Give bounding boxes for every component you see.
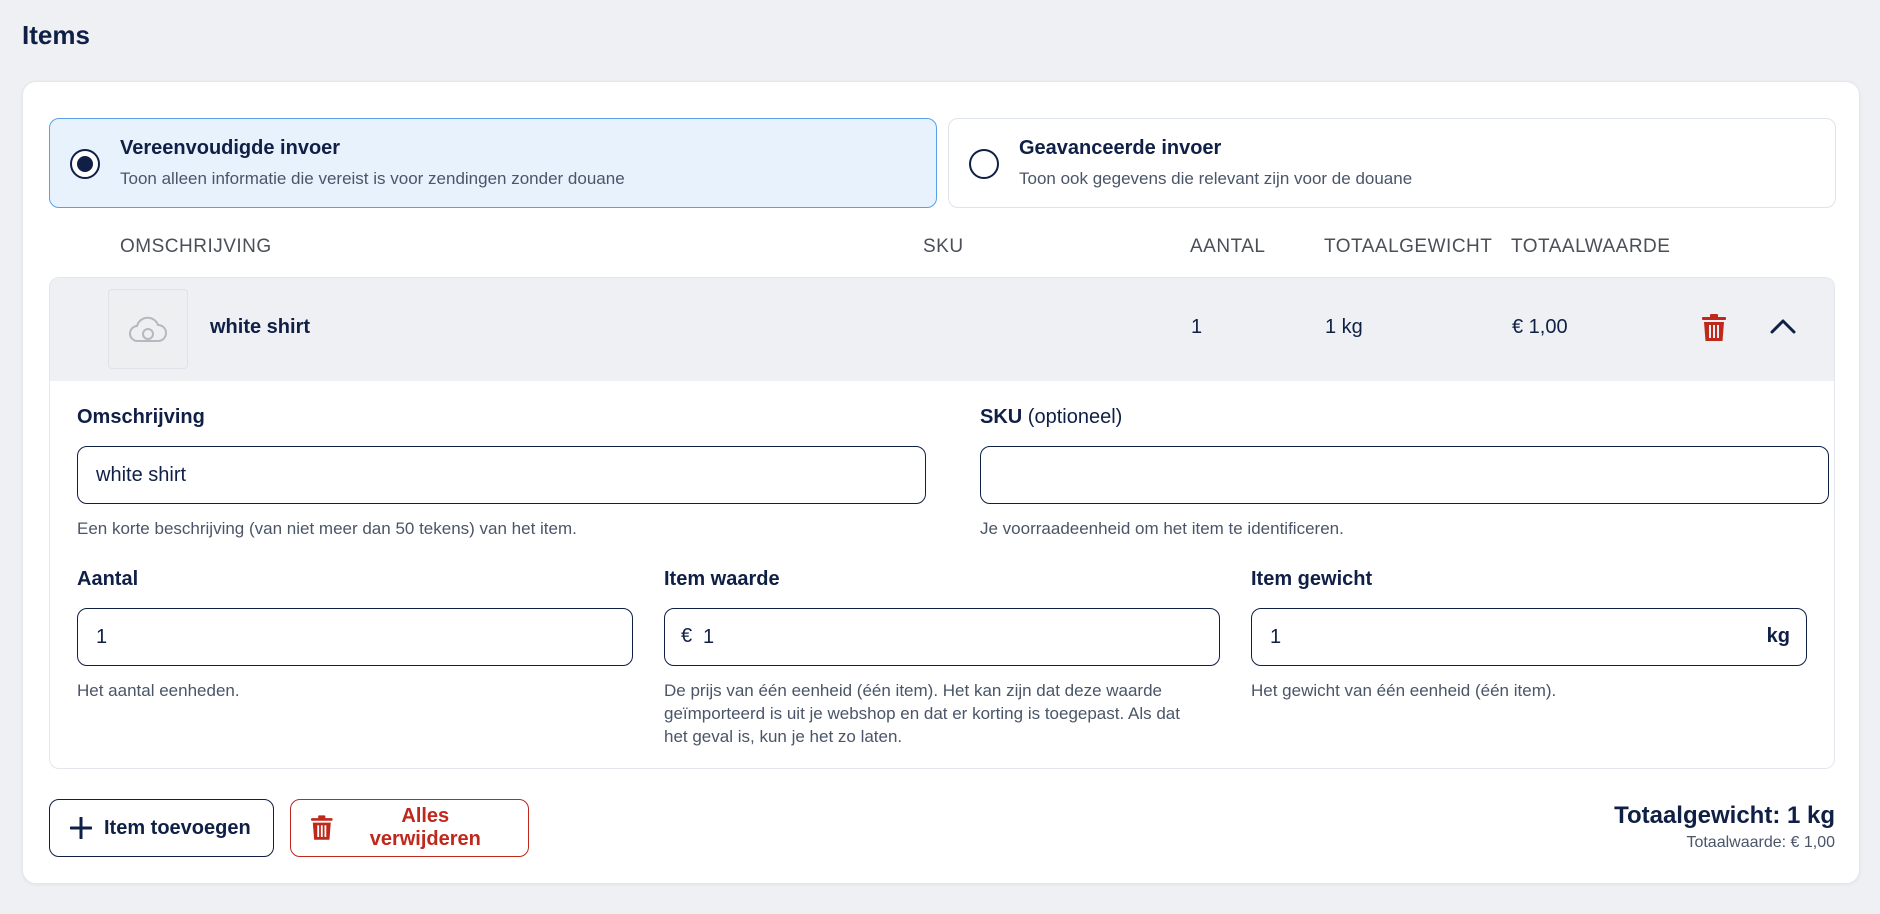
- item-value-label: Item waarde: [664, 568, 780, 590]
- column-header-quantity: AANTAL: [1190, 236, 1266, 257]
- mode-option-simple[interactable]: [49, 118, 937, 208]
- column-header-total-weight: TOTAALGEWICHT: [1324, 236, 1493, 257]
- sku-help: Je voorraadeenheid om het item te identificeren.: [980, 519, 1344, 538]
- add-item-label: Item toevoegen: [104, 816, 251, 839]
- column-header-sku: SKU: [923, 236, 964, 257]
- column-header-description: OMSCHRIJVING: [120, 236, 272, 257]
- item-value-input[interactable]: [664, 608, 1220, 666]
- column-header-total-value: TOTAALWAARDE: [1511, 236, 1671, 257]
- radio-advanced[interactable]: [969, 149, 999, 179]
- items-card: [22, 81, 1860, 884]
- mode-advanced-title: Geavanceerde invoer: [1019, 137, 1222, 159]
- chevron-up-icon[interactable]: [1770, 318, 1796, 339]
- trash-icon[interactable]: [1702, 314, 1726, 347]
- item-details-panel: [49, 381, 1835, 769]
- quantity-label: Aantal: [77, 568, 139, 590]
- mode-simple-title: Vereenvoudigde invoer: [120, 137, 341, 159]
- mode-advanced-description: Toon ook gegevens die relevant zijn voor de douane: [1019, 169, 1413, 188]
- description-input[interactable]: [77, 446, 926, 504]
- description-help: Een korte beschrijving (van niet meer dan 50 tekens) van het item.: [77, 519, 577, 538]
- page-title: Items: [22, 20, 90, 50]
- description-label: Omschrijving: [77, 406, 205, 428]
- totals-summary: [1614, 802, 1835, 852]
- mode-simple-description: Toon alleen informatie die vereist is voor zendingen zonder douane: [120, 169, 625, 188]
- table-row[interactable]: [49, 277, 1835, 381]
- sku-optional-text: (optioneel): [1027, 406, 1123, 428]
- sku-input[interactable]: [980, 446, 1829, 504]
- item-value-help: De prijs van één eenheid (één item). Het kan zijn dat deze waarde geïmporteerd is uit je webshop en dat er korting is toegepast. Als dat het geval is, kun je het zo laten.: [664, 681, 1180, 746]
- radio-simple[interactable]: [70, 149, 100, 179]
- item-weight-label: Item gewicht: [1251, 568, 1373, 590]
- weight-unit-suffix: kg: [1766, 625, 1790, 647]
- add-item-button[interactable]: [49, 799, 274, 857]
- item-weight-help: Het gewicht van één eenheid (één item).: [1251, 681, 1557, 700]
- row-description: white shirt: [210, 316, 311, 338]
- total-weight: Totaalgewicht: 1 kg: [1614, 802, 1835, 829]
- row-total-weight: 1 kg: [1325, 316, 1363, 338]
- row-quantity: 1: [1191, 316, 1203, 338]
- item-weight-input[interactable]: [1251, 608, 1807, 666]
- item-thumbnail: [108, 289, 188, 369]
- item-weight-field[interactable]: [1251, 608, 1807, 666]
- cloud-icon: [127, 314, 169, 344]
- item-value-field[interactable]: [664, 608, 1220, 666]
- row-total-value: € 1,00: [1512, 316, 1568, 338]
- mode-option-advanced[interactable]: [948, 118, 1836, 208]
- remove-all-button[interactable]: [290, 799, 529, 857]
- plus-icon: [70, 817, 92, 839]
- currency-prefix: €: [681, 625, 693, 647]
- quantity-input[interactable]: [77, 608, 633, 666]
- sku-label: SKU (optioneel): [980, 406, 1123, 428]
- total-value: Totaalwaarde: € 1,00: [1686, 834, 1835, 851]
- remove-all-label: Alles verwijderen: [369, 805, 481, 850]
- trash-icon: [311, 815, 333, 841]
- quantity-help: Het aantal eenheden.: [77, 681, 240, 700]
